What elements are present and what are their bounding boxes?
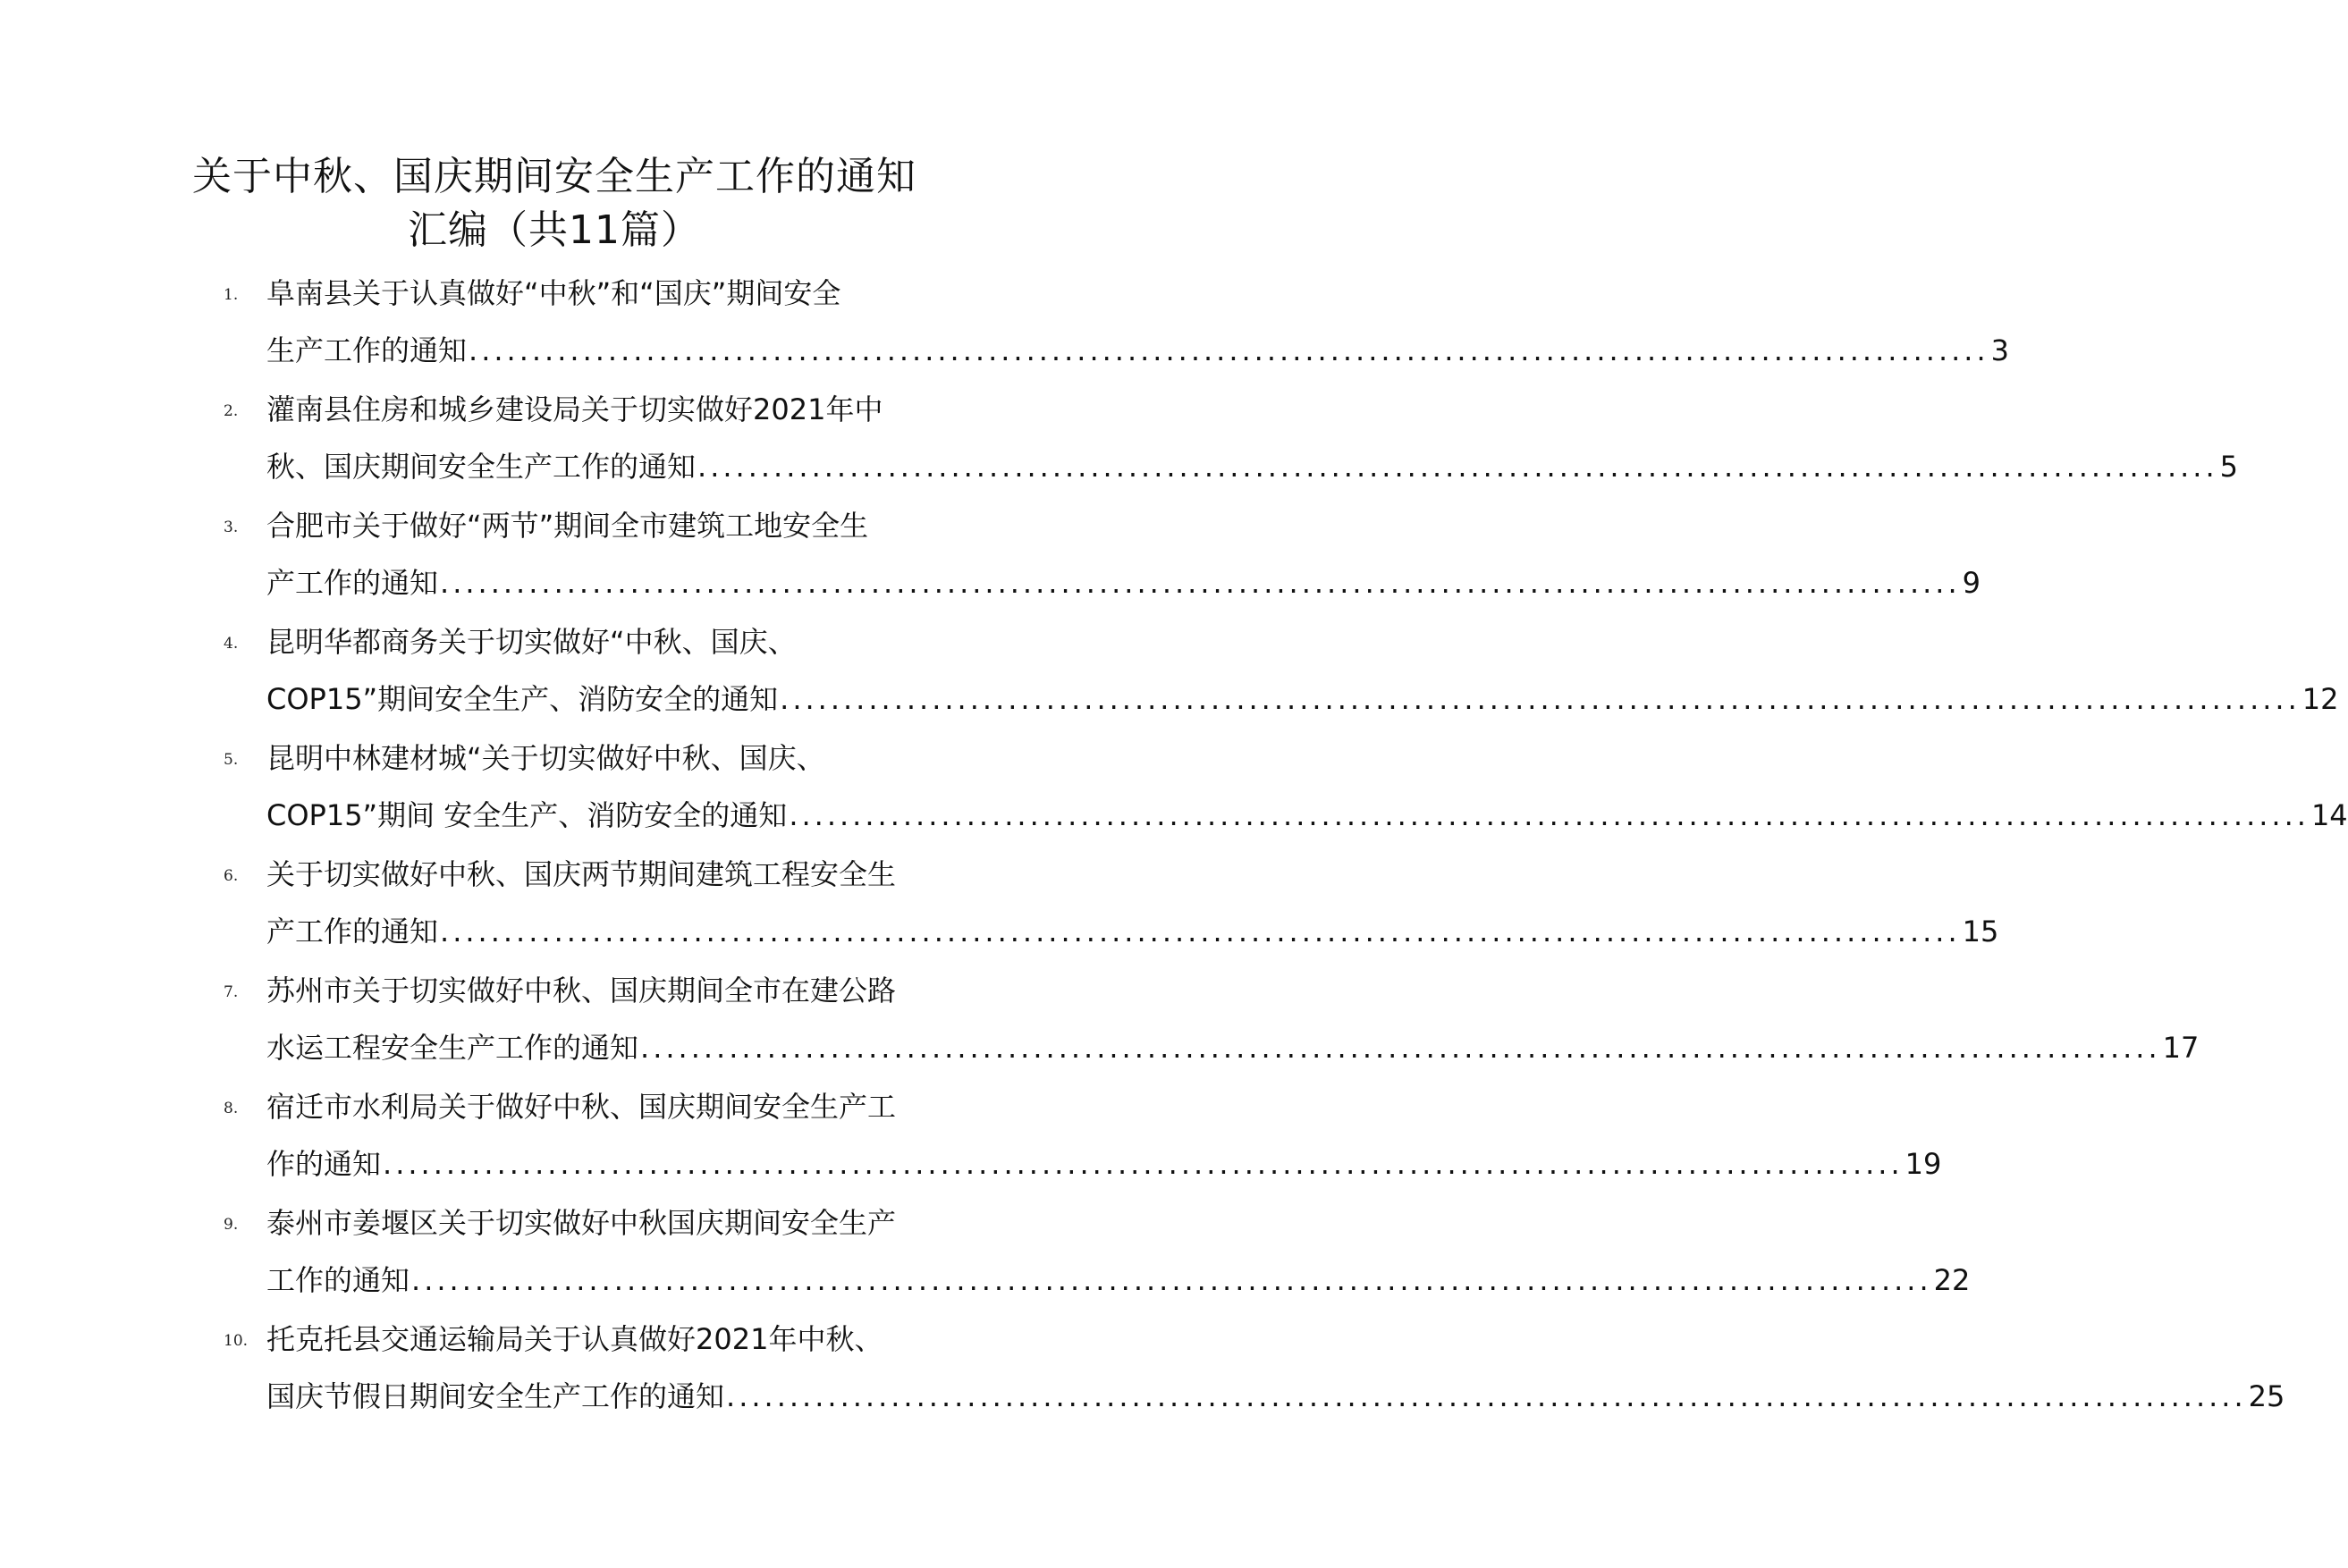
toc-entry-title-line-2: 产工作的通知 (266, 566, 439, 600)
toc-leader-dots: ........................................................................................................................ (640, 1031, 2161, 1065)
toc-entry-9[interactable] (224, 1196, 1971, 1312)
title-line-1: 关于中秋、国庆期间安全生产工作的通知 (192, 154, 916, 199)
table-of-contents (224, 266, 2348, 1429)
toc-entry-title-line-1: 宿迁市水利局关于做好中秋、国庆期间安全生产工 (266, 1090, 897, 1124)
toc-entry-title-line-1: 昆明中林建材城“关于切实做好中秋、国庆、 (266, 741, 825, 775)
toc-entry-title-line-2: 工作的通知 (266, 1263, 410, 1297)
toc-leader-dots: ........................................................................................................................ (780, 682, 2301, 716)
toc-leader-dots: ........................................................................................................................ (697, 450, 2218, 484)
toc-entry-title-line-2-row (266, 1028, 2200, 1067)
toc-entry-title-line-2-row (266, 1144, 1942, 1184)
toc-entry-title-line-2-row (266, 912, 1999, 951)
toc-entry-page-number: 19 (1905, 1147, 1942, 1181)
toc-entry-page-number: 5 (2219, 450, 2238, 484)
toc-entry-8[interactable] (224, 1080, 1942, 1196)
toc-leader-dots: ........................................................................................................................ (440, 566, 1961, 600)
toc-leader-dots: ........................................................................................................................ (726, 1379, 2247, 1413)
toc-entry-4[interactable] (224, 615, 2339, 731)
toc-entry-title-line-2-row (266, 563, 1981, 603)
toc-entry-5[interactable] (224, 731, 2348, 847)
toc-entry-title-line-2: 水运工程安全生产工作的通知 (266, 1031, 639, 1065)
toc-entry-title-line-2: 生产工作的通知 (266, 333, 468, 367)
toc-entry-page-number: 25 (2248, 1379, 2285, 1413)
toc-entry-title-line-1: 昆明华都商务关于切实做好“中秋、国庆、 (266, 625, 797, 659)
toc-entry-number: 4. (224, 635, 239, 653)
toc-entry-title-line-2: COP15”期间 安全生产、消防安全的通知 (266, 798, 788, 832)
toc-entry-title-line-2-row (266, 1377, 2285, 1416)
toc-entry-10[interactable] (224, 1312, 2285, 1429)
toc-entry-number: 2. (224, 402, 239, 420)
toc-entry-page-number: 14 (2310, 798, 2348, 832)
toc-entry-title-line-1: 灌南县住房和城乡建设局关于切实做好2021年中 (266, 392, 883, 426)
toc-entry-number: 1. (224, 286, 239, 304)
toc-leader-dots: ........................................................................................................................ (469, 333, 1989, 367)
toc-leader-dots: ........................................................................................................................ (789, 798, 2310, 832)
toc-entry-title-line-2: 秋、国庆期间安全生产工作的通知 (266, 450, 697, 484)
toc-entry-number: 9. (224, 1216, 239, 1234)
toc-entry-title-line-1: 合肥市关于做好“两节”期间全市建筑工地安全生 (266, 509, 869, 543)
toc-entry-title-line-1: 泰州市姜堰区关于切实做好中秋国庆期间安全生产 (266, 1206, 897, 1240)
document-title (179, 150, 930, 257)
toc-entry-page-number: 3 (1990, 333, 2009, 367)
toc-entry-title-line-2: COP15”期间安全生产、消防安全的通知 (266, 682, 779, 716)
toc-entry-title-line-2-row (266, 679, 2339, 719)
toc-entry-2[interactable] (224, 383, 2238, 499)
toc-leader-dots: ........................................................................................................................ (440, 915, 1961, 948)
toc-entry-number: 3. (224, 518, 239, 536)
toc-entry-title-line-2-row (266, 331, 2009, 370)
toc-entry-title-line-2-row (266, 1260, 1971, 1300)
toc-entry-page-number: 9 (1962, 566, 1981, 600)
toc-entry-title-line-2-row (266, 447, 2238, 486)
toc-entry-number: 10. (224, 1332, 249, 1350)
toc-leader-dots: ........................................................................................................................ (383, 1147, 1904, 1181)
toc-entry-page-number: 12 (2302, 682, 2339, 716)
toc-entry-1[interactable] (224, 266, 2009, 383)
toc-entry-3[interactable] (224, 499, 1981, 615)
toc-leader-dots: ........................................................................................................................ (411, 1263, 1932, 1297)
title-line-2: 汇编（共11篇） (408, 207, 701, 253)
toc-entry-title-line-1: 苏州市关于切实做好中秋、国庆期间全市在建公路 (266, 974, 897, 1007)
toc-entry-title-line-2: 作的通知 (266, 1147, 382, 1181)
toc-entry-title-line-2: 产工作的通知 (266, 915, 439, 948)
toc-entry-6[interactable] (224, 847, 1999, 964)
toc-entry-page-number: 15 (1962, 915, 1999, 948)
toc-entry-number: 5. (224, 751, 239, 769)
toc-entry-number: 8. (224, 1100, 239, 1117)
toc-entry-title-line-1: 托克托县交通运输局关于认真做好2021年中秋、 (266, 1322, 883, 1356)
toc-entry-title-line-1: 阜南县关于认真做好“中秋”和“国庆”期间安全 (266, 276, 841, 310)
toc-entry-page-number: 17 (2162, 1031, 2200, 1065)
toc-entry-number: 7. (224, 983, 239, 1001)
toc-entry-title-line-1: 关于切实做好中秋、国庆两节期间建筑工程安全生 (266, 857, 897, 891)
toc-entry-page-number: 22 (1933, 1263, 1971, 1297)
toc-entry-title-line-2-row (266, 796, 2348, 835)
toc-entry-number: 6. (224, 867, 239, 885)
toc-entry-7[interactable] (224, 964, 2200, 1080)
toc-entry-title-line-2: 国庆节假日期间安全生产工作的通知 (266, 1379, 725, 1413)
